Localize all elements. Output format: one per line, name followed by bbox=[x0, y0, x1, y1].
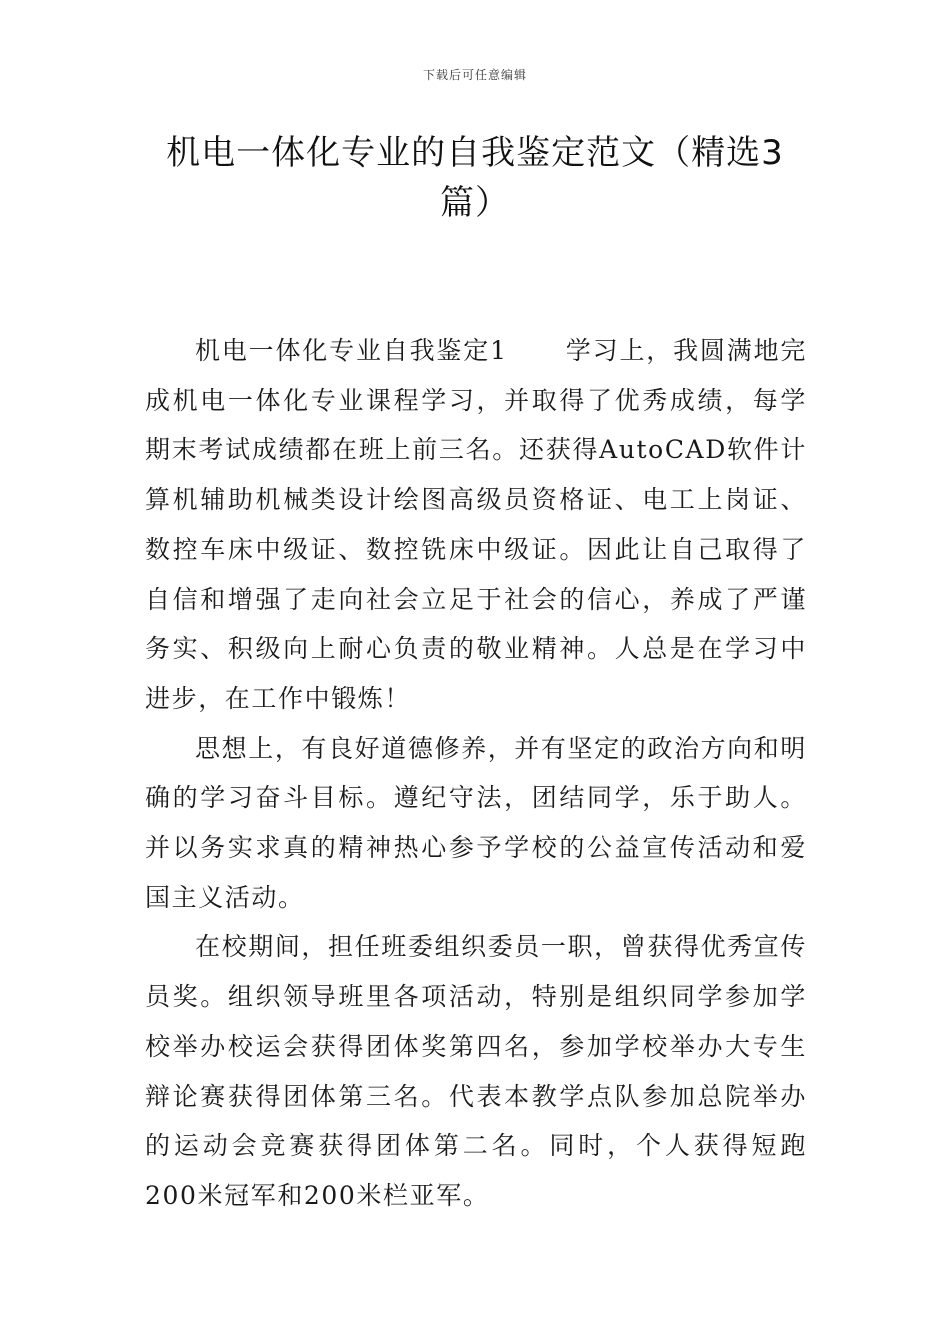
paragraph-2: 思想上，有良好道德修养，并有坚定的政治方向和明确的学习奋斗目标。遵纪守法，团结同学，乐于助人。并以务实求真的精神热心参予学校的公益宣传活动和爱国主义活动。 bbox=[145, 733, 807, 912]
paragraph-1-text: 学习上，我圆满地完成机电一体化专业课程学习，并取得了优秀成绩，每学期末考试成绩都在班上前三名。还获得AutoCAD软件计算机辅助机械类设计绘图高级员资格证、电工上岗证、数控车床中级证、数控铣床中级证。因此让自己取得了自信和增强了走向社会立足于社会的信心，养成了严谨务实、积级向上耐心负责的敬业精神。人总是在学习中进步，在工作中锻炼！ bbox=[145, 336, 807, 713]
header-note: 下载后可任意编辑 bbox=[422, 68, 527, 82]
paragraph-3: 在校期间，担任班委组织委员一职，曾获得优秀宣传员奖。组织领导班里各项活动，特别是组织同学参加学校举办校运会获得团体奖第四名，参加学校举办大专生辩论赛获得团体第三名。代表本教学点队参加总院举办的运动会竞赛获得团体第二名。同时，个人获得短跑200米冠军和200米栏亚军。 bbox=[145, 932, 807, 1210]
document-body bbox=[145, 326, 807, 1221]
section-heading: 机电一体化专业自我鉴定1 bbox=[195, 336, 508, 365]
paragraph-1 bbox=[145, 326, 807, 724]
document-title: 机电一体化专业的自我鉴定范文（精选3篇） bbox=[166, 133, 784, 223]
